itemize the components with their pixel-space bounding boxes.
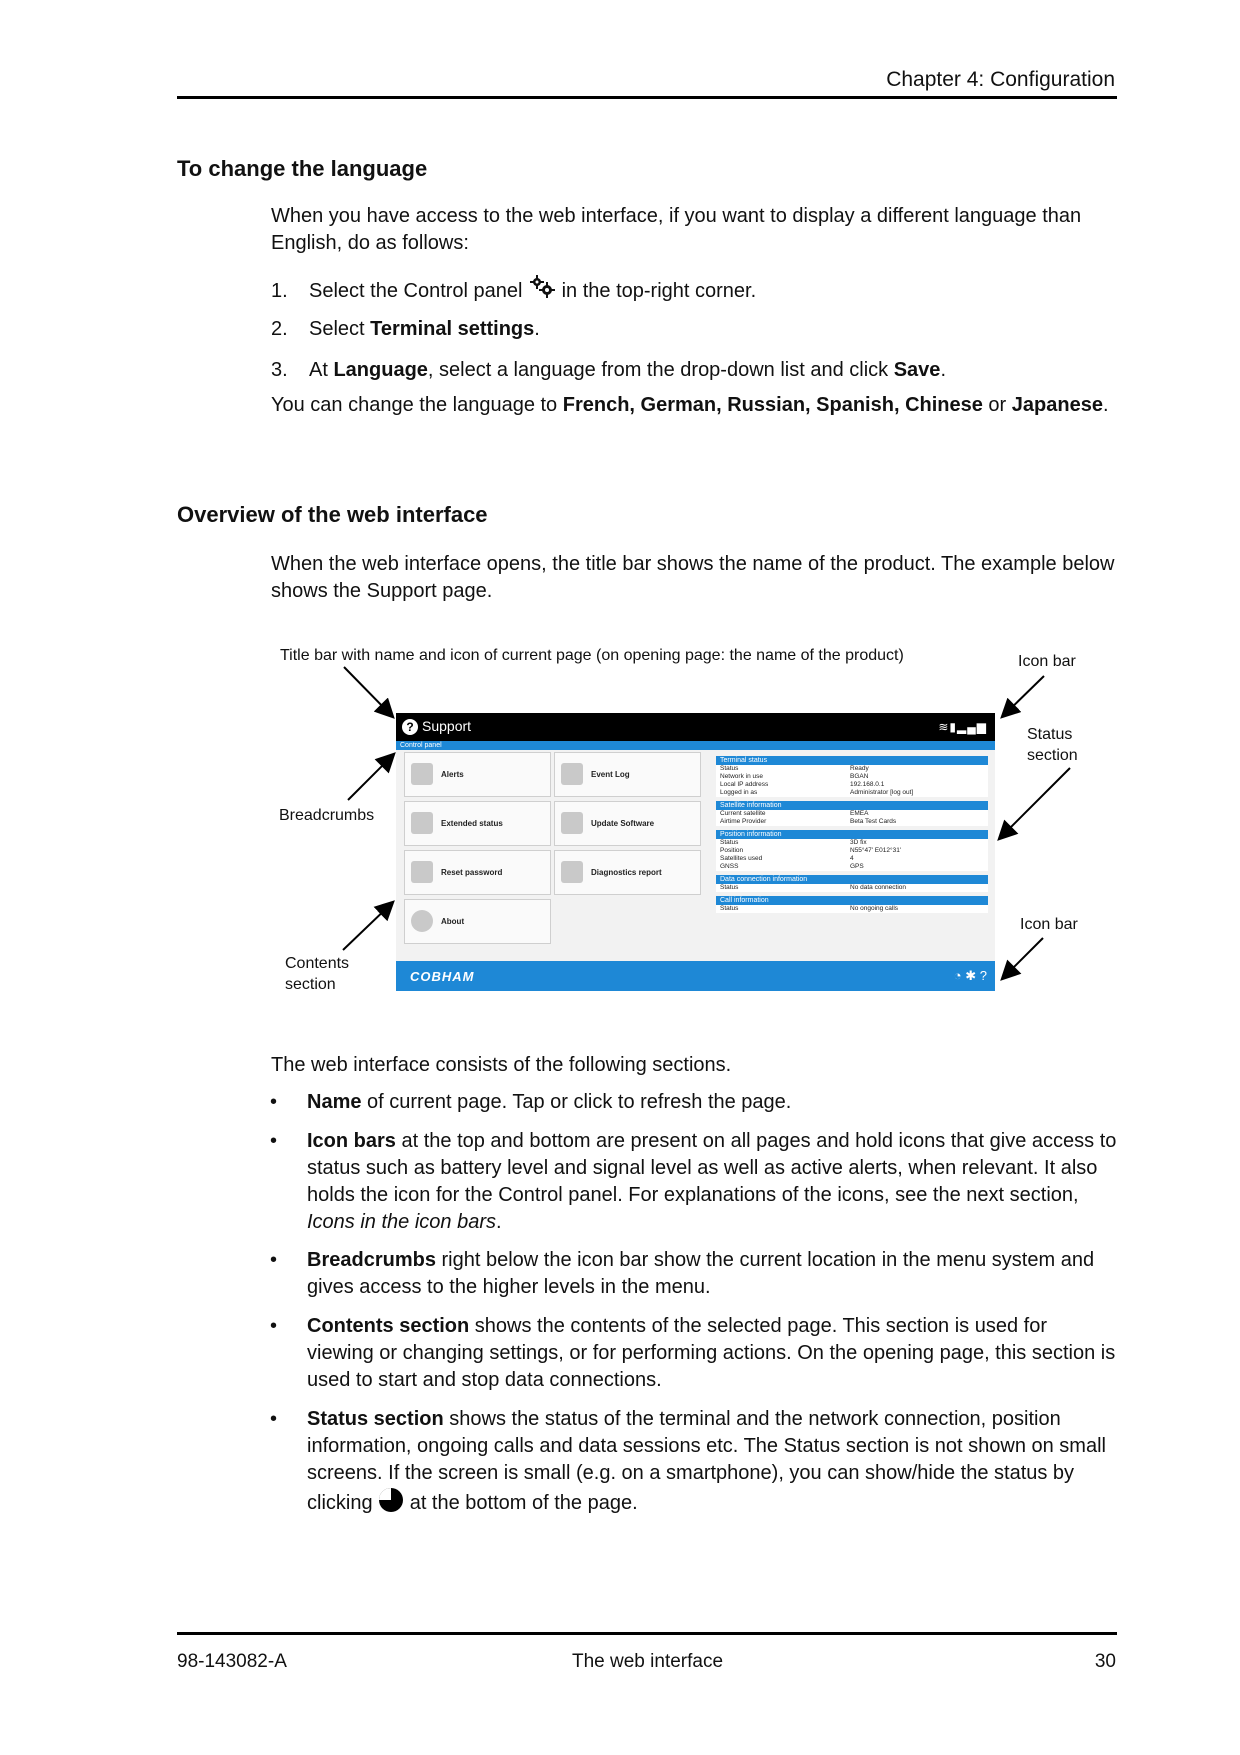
bullet-status-section [270, 1406, 1118, 1517]
arrow-icon-bar-top [1003, 676, 1044, 716]
status-value: Administrator [log out] [850, 789, 914, 796]
step-text: Select [309, 318, 371, 340]
languages-paragraph [271, 392, 1116, 419]
support-icon: ? [402, 719, 418, 735]
footer-page-number: 30 [1094, 1651, 1116, 1672]
status-header: Satellite information [716, 801, 988, 810]
tile-update-software [554, 801, 701, 846]
languages-or: or [982, 394, 1012, 416]
step-text-end: . [534, 318, 540, 340]
bullet-body: shows the contents of the selected page. This section is used for viewing or changing settings, or for performing actions. On the opening page, this section is used to start and stop data connections. [307, 1315, 1116, 1391]
status-value: 3D fix [850, 839, 867, 846]
bullet-icon-bars [270, 1128, 1118, 1236]
status-key: Local IP address [720, 781, 769, 788]
gauge-icon: ◔ [953, 968, 962, 983]
tile-label: About [441, 917, 465, 926]
help-icon: ? [979, 968, 987, 983]
status-key: Logged in as [720, 789, 758, 796]
status-value: Beta Test Cards [850, 818, 897, 825]
upload-icon [561, 812, 583, 834]
status-row [716, 884, 988, 892]
languages-pre: You can change the language to [271, 394, 563, 416]
chapter-header: Chapter 4: Configuration [886, 68, 1115, 91]
step-number: 3. [271, 359, 288, 381]
languages-last: Japanese [1011, 394, 1103, 416]
status-row [716, 863, 988, 871]
status-row [716, 781, 988, 789]
tile-event-log [554, 752, 701, 797]
step-2 [271, 316, 540, 343]
step-bold: Language [333, 359, 428, 381]
annotation-icon-bar-bottom: Icon bar [1020, 916, 1078, 933]
bottom-icons [954, 968, 987, 984]
tile-label: Diagnostics report [591, 868, 662, 877]
web-interface-screenshot [396, 713, 995, 991]
status-row [716, 789, 988, 797]
bullet-text [307, 1089, 1118, 1116]
annotation-status-section: Status section [1027, 726, 1078, 764]
status-key: Position [720, 847, 744, 854]
step-text-end: . [940, 359, 946, 381]
info-icon [411, 910, 433, 932]
tile-alerts [404, 752, 551, 797]
status-row [716, 839, 988, 847]
bullet-body: of current page. Tap or click to refresh the page. [361, 1091, 792, 1113]
languages-list: French, German, Russian, Spanish, Chinese [562, 394, 983, 416]
annotation-breadcrumbs: Breadcrumbs [279, 807, 375, 824]
step-text-mid: , select a language from the drop-down list and click [427, 359, 894, 381]
bullet-end: at the bottom of the page. [404, 1492, 638, 1514]
cobham-logo: COBHAM [410, 969, 475, 984]
status-header: Terminal status [716, 756, 988, 765]
tile-diagnostics-report [554, 850, 701, 895]
tile-label: Alerts [441, 770, 464, 779]
status-value: BGAN [850, 773, 869, 780]
status-row [716, 905, 988, 913]
status-row [716, 773, 988, 781]
title-bar [396, 713, 995, 741]
heading-overview: Overview of the web interface [177, 502, 488, 527]
control-panel-icon: ✱ [965, 968, 977, 983]
overview-paragraph: When the web interface opens, the title bar shows the name of the product. The example below shows the Support page. [271, 553, 1115, 602]
tile-label: Reset password [441, 868, 503, 877]
bullet-breadcrumbs [270, 1247, 1118, 1301]
status-key: Current satellite [720, 810, 766, 817]
arrow-status-section [1000, 768, 1070, 838]
bullet-body: shows the status of the terminal and the network connection, position information, ongoing calls and data sessions etc. The Status section is not shown on small screens. If the screen is small (e.g. on a smartphone), you can show/hide the status by clicking [307, 1408, 1106, 1514]
bullet-text [307, 1406, 1118, 1517]
bullet-dot: • [270, 1249, 278, 1271]
arrow-contents-section [343, 903, 392, 950]
tile-reset-password [404, 850, 551, 895]
status-row [716, 847, 988, 855]
event-log-icon [561, 763, 583, 785]
bullet-dot: • [270, 1091, 278, 1113]
step-3 [271, 357, 946, 384]
bullet-term: Name [307, 1091, 362, 1113]
control-panel-icon [528, 275, 556, 301]
status-value: No data connection [850, 884, 907, 891]
sections-intro: The web interface consists of the following sections. [271, 1054, 732, 1076]
status-row [716, 818, 988, 826]
step-text: Select the Control panel [309, 280, 523, 302]
languages-end: . [1102, 394, 1109, 416]
bullet-contents-section [270, 1313, 1118, 1394]
bullet-text [307, 1313, 1118, 1394]
status-key: Status [720, 905, 739, 912]
step-text-end: in the top-right corner. [561, 280, 757, 302]
step-number: 1. [271, 280, 288, 302]
bullet-reference: Icons in the icon bars [307, 1211, 496, 1233]
status-key: GNSS [720, 863, 739, 870]
status-header: Position information [716, 830, 988, 839]
footer-rule [177, 1632, 1117, 1635]
annotation-icon-bar-top: Icon bar [1018, 653, 1076, 670]
status-row [716, 810, 988, 818]
step-1 [271, 275, 756, 305]
keypad-icon [411, 861, 433, 883]
status-toggle-icon [378, 1487, 404, 1513]
tile-about [404, 899, 551, 944]
intro-paragraph: When you have access to the web interface, if you want to display a different language than English, do as follows: [271, 205, 1082, 254]
status-value: 192.168.0.1 [850, 781, 885, 788]
status-row [716, 855, 988, 863]
arrow-title-bar [344, 667, 392, 716]
bullet-dot: • [270, 1130, 278, 1152]
bullet-dot: • [270, 1315, 278, 1337]
status-key: Status [720, 839, 739, 846]
status-key: Status [720, 765, 739, 772]
contents-section [396, 750, 995, 961]
header-rule [177, 96, 1117, 99]
status-value: No ongoing calls [850, 905, 899, 912]
report-icon [561, 861, 583, 883]
annotation-title-bar: Title bar with name and icon of current page (on opening page: the name of the product) [280, 647, 904, 664]
bullet-end: . [496, 1211, 502, 1233]
tile-label: Event Log [591, 770, 630, 779]
signal-battery-icon: ≋▮▂▄▆ [938, 720, 987, 734]
status-value: GPS [850, 863, 864, 870]
tile-label: Extended status [441, 819, 503, 828]
status-key: Satellites used [720, 855, 763, 862]
bullet-name [270, 1089, 1118, 1116]
heading-change-language: To change the language [177, 156, 428, 181]
screen-title: Support [422, 718, 472, 734]
tile-extended-status [404, 801, 551, 846]
bullet-term: Breadcrumbs [307, 1249, 436, 1271]
step-number: 2. [271, 318, 288, 340]
status-key: Network in use [720, 773, 763, 780]
status-key: Airtime Provider [720, 818, 767, 825]
status-header: Call information [716, 896, 988, 905]
breadcrumb: Control panel [396, 741, 995, 750]
extended-status-icon [411, 812, 433, 834]
bullet-text [307, 1247, 1118, 1301]
step-bold-2: Save [893, 359, 941, 381]
status-key: Status [720, 884, 739, 891]
arrow-icon-bar-bottom [1003, 938, 1043, 978]
status-header: Data connection information [716, 875, 988, 884]
bullet-text [307, 1128, 1118, 1236]
bottom-icon-bar [396, 961, 995, 991]
step-text: At [309, 359, 334, 381]
status-value: N55°47' E012°31' [850, 847, 902, 854]
status-section [716, 752, 988, 913]
bullet-term: Icon bars [307, 1130, 396, 1152]
status-value: EMEA [850, 810, 869, 817]
footer-doc-id: 98-143082-A [177, 1651, 287, 1672]
bullet-body: right below the icon bar show the current location in the menu system and gives access to the higher levels in the menu. [307, 1249, 1095, 1298]
arrow-breadcrumbs [348, 755, 393, 800]
annotation-contents-section: Contents section [285, 955, 350, 993]
step-bold: Terminal settings [370, 318, 535, 340]
status-value: Ready [850, 765, 869, 772]
alerts-icon [411, 763, 433, 785]
bullet-body: at the top and bottom are present on all pages and hold icons that give access to status such as battery level and signal level as well as active alerts, when relevant. It also holds the icon for the Control panel. For explanations of the icons, see the next section, [307, 1130, 1117, 1206]
status-value: 4 [850, 855, 854, 862]
bullet-term: Status section [307, 1408, 444, 1430]
status-row [716, 765, 988, 773]
tile-label: Update Software [591, 819, 655, 828]
footer-title: The web interface [572, 1651, 724, 1672]
bullet-dot: • [270, 1408, 278, 1430]
bullet-term: Contents section [307, 1315, 470, 1337]
